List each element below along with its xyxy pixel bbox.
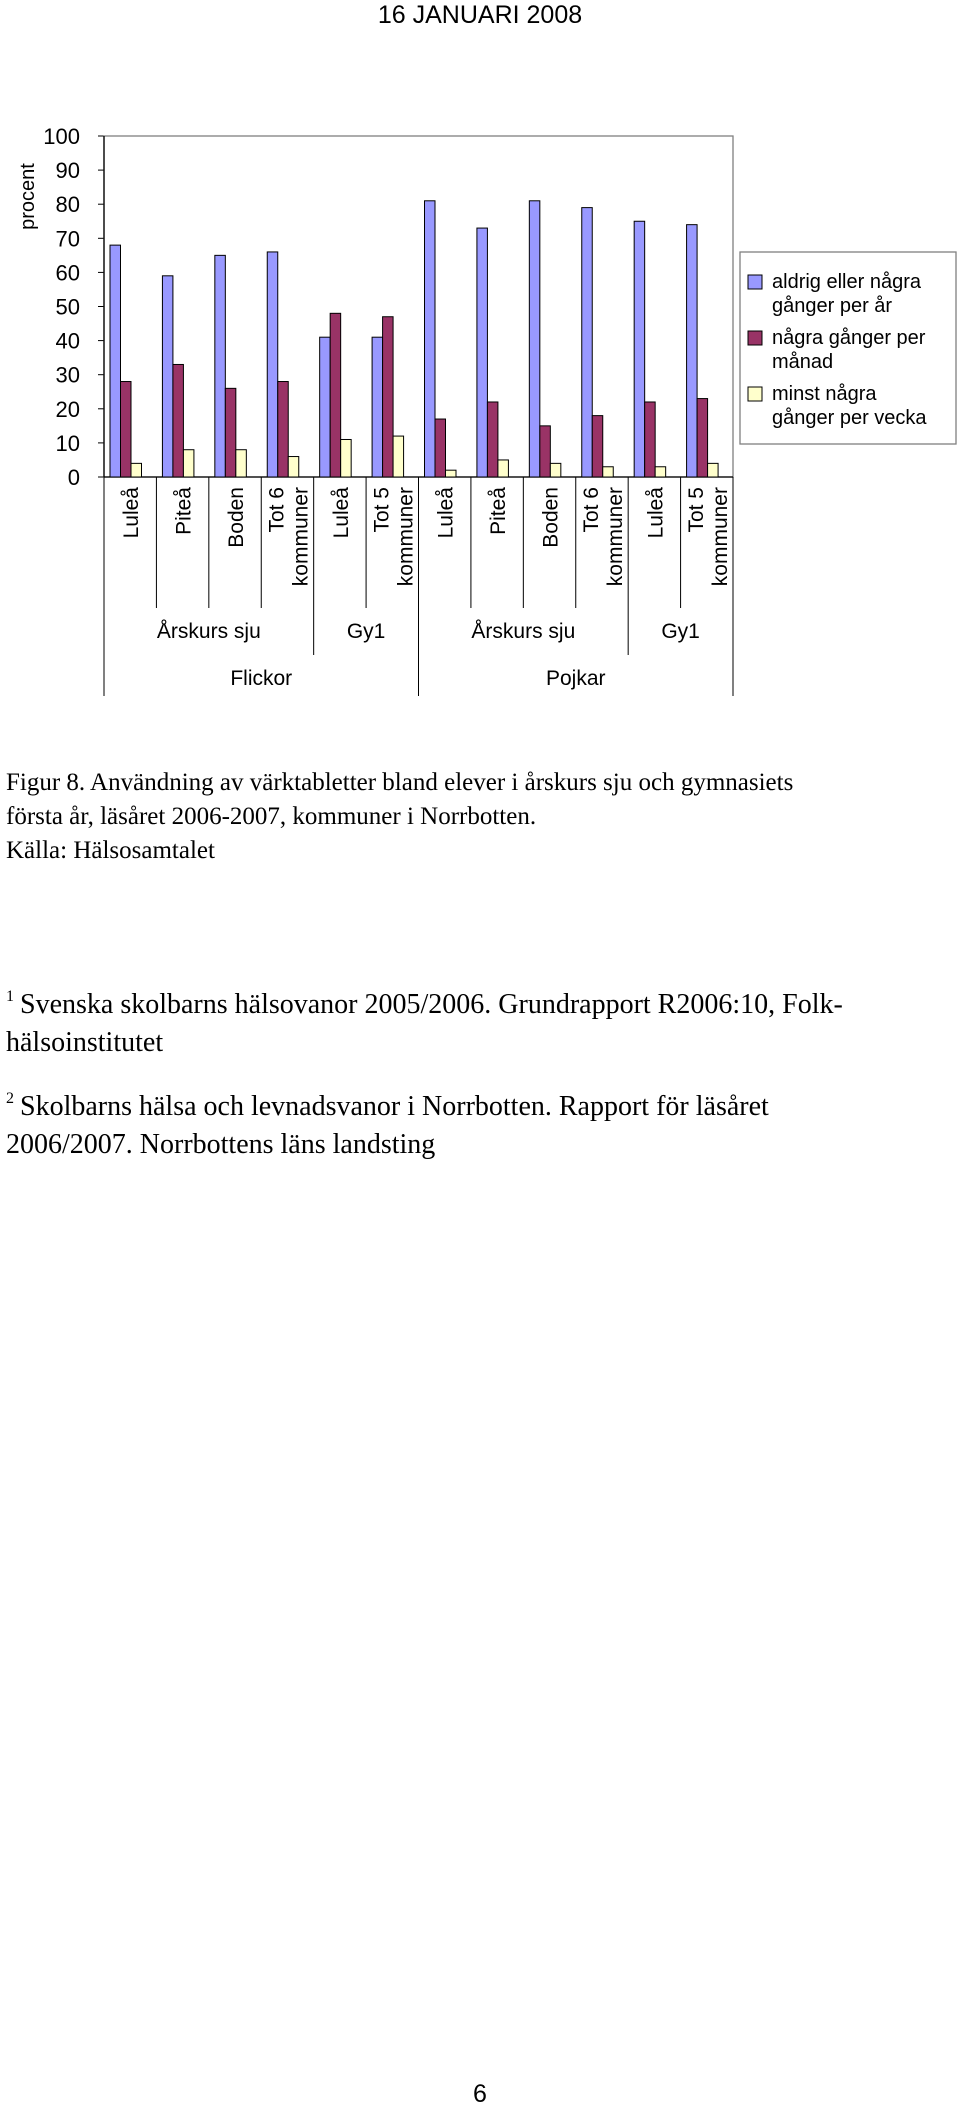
bar	[529, 201, 540, 477]
category-label: Luleå	[329, 487, 353, 539]
category-label: Piteå	[172, 487, 196, 535]
y-tick-label: 100	[43, 124, 80, 149]
bar	[121, 382, 132, 477]
category-label: Tot 5	[370, 487, 394, 533]
bar-chart	[0, 110, 960, 710]
category-label: Tot 6	[579, 487, 603, 533]
x-axis-category-labels	[104, 477, 733, 608]
subgroup-label: Årskurs sju	[156, 620, 261, 643]
bar	[110, 245, 121, 477]
bar	[183, 450, 194, 477]
footnote-number: 2	[6, 1090, 14, 1107]
y-tick-label: 20	[55, 396, 80, 422]
category-label: kommuner	[708, 487, 732, 587]
bar	[708, 463, 719, 477]
bar	[131, 463, 142, 477]
y-tick-label: 90	[55, 158, 80, 184]
category-label: kommuner	[394, 487, 418, 587]
bar	[393, 436, 404, 477]
subgroup-label: Gy1	[661, 620, 700, 643]
y-tick-label: 50	[55, 294, 80, 320]
category-label: Tot 6	[265, 487, 289, 533]
subgroup-label: Gy1	[346, 620, 386, 643]
bar	[687, 225, 698, 477]
category-label: Tot 5	[684, 487, 708, 533]
x-axis-subgroup-labels	[104, 608, 733, 655]
caption-line: Figur 8. Användning av värktabletter bland elever i årskurs sju och gymnasiets	[6, 769, 794, 796]
bar	[320, 337, 331, 477]
y-tick-label: 0	[67, 465, 80, 490]
footnote-text-continued: hälsoinstitutet	[6, 1027, 164, 1058]
y-tick-label: 70	[55, 226, 80, 252]
y-tick-label: 80	[55, 192, 80, 218]
bar	[634, 221, 645, 477]
bar	[383, 317, 394, 477]
legend-label: minst några	[772, 383, 877, 405]
category-label: Luleå	[120, 487, 144, 539]
group-label: Pojkar	[545, 667, 606, 690]
legend-label: aldrig eller några	[772, 271, 921, 293]
category-label: kommuner	[289, 487, 313, 587]
y-tick-label: 60	[55, 260, 80, 286]
caption-line: första år, läsåret 2006-2007, kommuner i Norrbotten.	[6, 803, 537, 830]
category-label: Piteå	[487, 487, 511, 535]
y-tick-label: 30	[55, 362, 80, 388]
y-tick-label: 40	[55, 328, 80, 354]
bar	[288, 457, 299, 477]
bar	[267, 252, 278, 477]
y-axis-label: procent	[17, 163, 39, 230]
legend-swatch	[748, 387, 762, 401]
bar	[582, 208, 593, 477]
bar	[162, 276, 173, 477]
bar	[655, 467, 666, 477]
bar	[341, 439, 352, 477]
footnote-2	[6, 1080, 956, 1164]
footnote-text-continued: 2006/2007. Norrbottens läns landsting	[6, 1129, 436, 1160]
chart-legend	[740, 252, 956, 444]
bar	[645, 402, 656, 477]
bar	[498, 460, 509, 477]
bar	[550, 463, 561, 477]
footnote-1	[6, 978, 956, 1062]
bar	[592, 416, 603, 477]
footnotes	[6, 978, 956, 1182]
category-label: kommuner	[603, 487, 627, 587]
bar	[477, 228, 488, 477]
bar	[278, 382, 289, 477]
legend-label: gånger per år	[772, 295, 893, 317]
y-axis-ticks	[43, 124, 104, 490]
bar	[446, 470, 457, 477]
bar	[697, 399, 708, 477]
category-label: Boden	[225, 487, 249, 548]
footnote-text: Svenska skolbarns hälsovanor 2005/2006. Grundrapport R2006:10, Folk-	[20, 989, 843, 1020]
category-label: Luleå	[644, 487, 668, 539]
footnote-number: 1	[6, 988, 14, 1005]
bar	[487, 402, 498, 477]
legend-swatch	[748, 331, 762, 345]
legend-label: gånger per vecka	[772, 407, 927, 429]
x-axis-group-labels	[104, 655, 733, 696]
legend-swatch	[748, 275, 762, 289]
bar	[425, 201, 436, 477]
bar	[330, 313, 341, 477]
bar	[225, 388, 236, 477]
legend-label: några gånger per	[772, 327, 926, 349]
subgroup-label: Årskurs sju	[471, 620, 576, 643]
bar	[236, 450, 247, 477]
caption-source: Källa: Hälsosamtalet	[6, 837, 215, 864]
page-header-date: 16 JANUARI 2008	[377, 1, 583, 29]
y-tick-label: 10	[55, 430, 80, 456]
bar	[603, 467, 614, 477]
bar	[215, 255, 226, 477]
figure-caption	[6, 766, 956, 868]
legend-label: månad	[772, 351, 834, 373]
category-label: Boden	[539, 487, 563, 548]
y-axis-title	[17, 163, 39, 230]
group-label: Flickor	[230, 667, 293, 690]
page-number: 6	[473, 2080, 487, 2108]
category-label: Luleå	[434, 487, 458, 539]
bar	[173, 364, 184, 477]
footnote-text: Skolbarns hälsa och levnadsvanor i Norrbotten. Rapport för läsåret	[20, 1091, 769, 1122]
bars	[110, 201, 718, 477]
bar	[435, 419, 446, 477]
bar	[540, 426, 551, 477]
bar	[372, 337, 383, 477]
